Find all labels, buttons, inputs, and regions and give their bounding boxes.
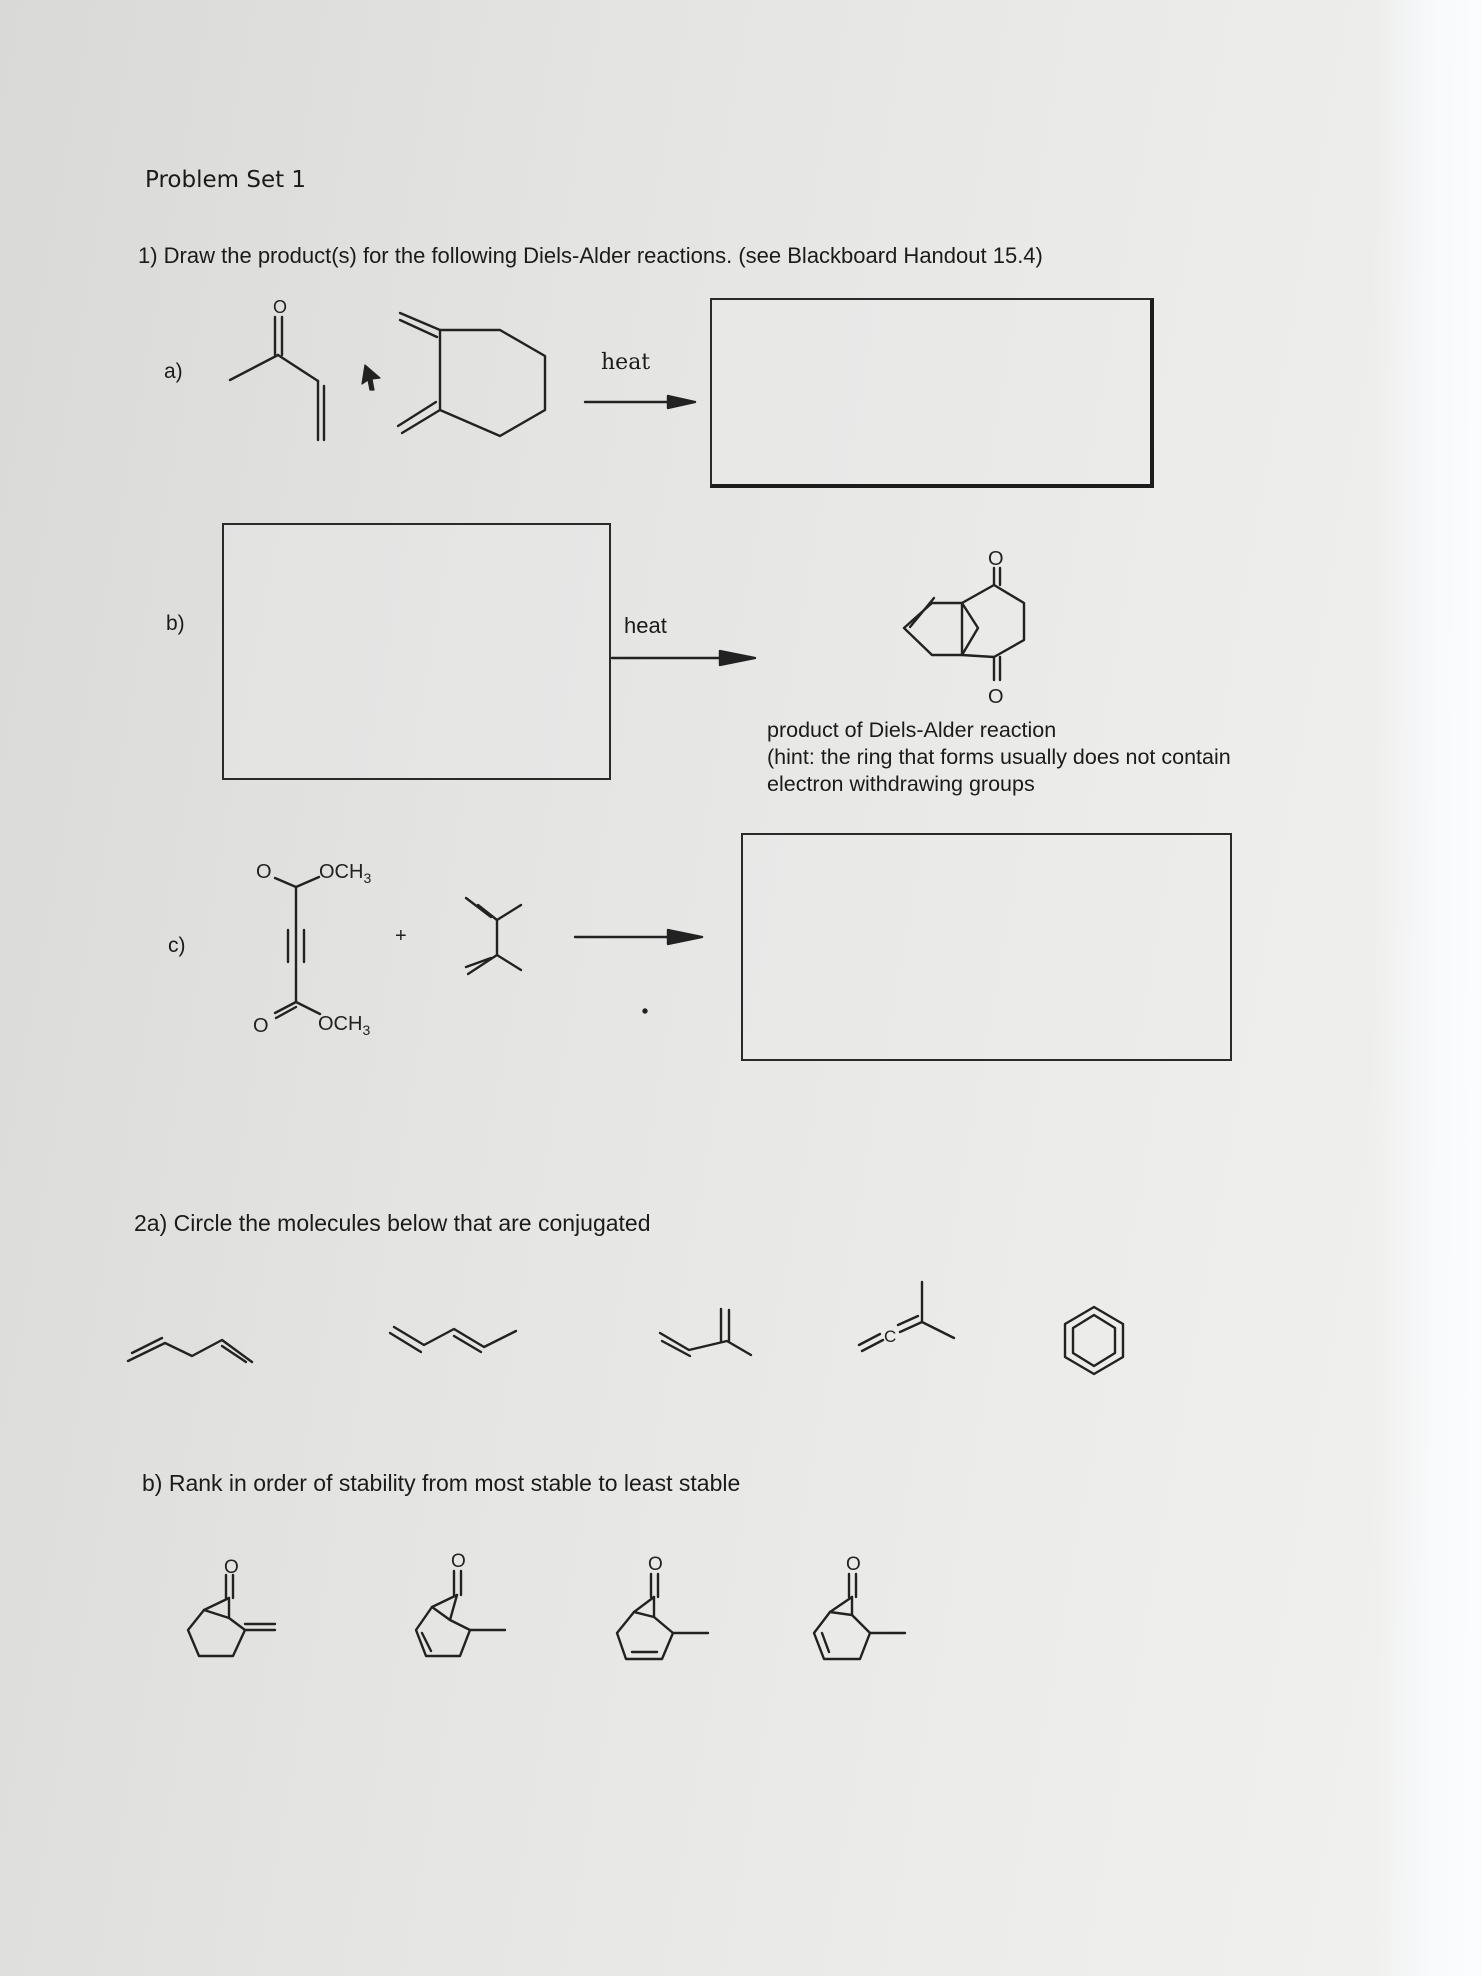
molecule-1-4-hexadiene xyxy=(390,1327,516,1352)
part-c-diene-dimethylbutadiene xyxy=(466,898,521,974)
part-a-arrowhead xyxy=(668,396,695,408)
molecule-benzene xyxy=(1065,1307,1123,1374)
part-b-product-bicyclic-dione xyxy=(904,548,1024,708)
part-c-label: c) xyxy=(168,934,186,957)
ketone-2-cyclopentene xyxy=(416,1551,505,1656)
problem-set-title: Problem Set 1 xyxy=(145,167,307,193)
part-a-oxygen-atom: O xyxy=(273,297,288,317)
ketone-4-oxygen: O xyxy=(846,1554,861,1575)
allene-carbon-label: C xyxy=(884,1327,897,1346)
question-2a-prompt: 2a) Circle the molecules below that are conjugated xyxy=(134,1210,651,1236)
molecule-allene xyxy=(859,1282,954,1351)
part-b-arrowhead xyxy=(720,651,755,665)
part-c-dienophile-diester-alkyne xyxy=(253,861,371,1038)
caption-line-1: product of Diels-Alder reaction xyxy=(767,718,1057,742)
part-b-top-oxygen: O xyxy=(988,548,1004,570)
caption-line-2: (hint: the ring that forms usually does not contain xyxy=(767,745,1231,769)
part-c-top-carbonyl-oxygen: O xyxy=(256,861,272,883)
part-c-top-ester-group: $OCH_3$ xyxy=(319,861,372,886)
stray-dot xyxy=(644,1010,647,1013)
part-c-plus-sign: + xyxy=(395,925,407,947)
part-a-dienophile-methyl-vinyl-ketone xyxy=(230,297,324,440)
part-b-label: b) xyxy=(166,612,185,635)
part-a-heat-label: heat xyxy=(601,350,651,375)
part-c-bottom-carbonyl-oxygen: O xyxy=(253,1015,269,1037)
part-a-label: a) xyxy=(164,360,183,383)
question-2b-prompt: b) Rank in order of stability from most stable to least stable xyxy=(142,1470,741,1496)
part-c-bottom-ester-group: $OCH_3$ xyxy=(318,1013,371,1038)
ketone-1-exocyclic-alkene xyxy=(188,1557,275,1656)
part-b-heat-label: heat xyxy=(624,613,667,638)
ketone-3-cyclopentene xyxy=(617,1554,708,1659)
part-c-arrowhead xyxy=(668,930,702,944)
part-b-bottom-oxygen: O xyxy=(988,686,1004,708)
ketone-4-cyclopentene xyxy=(814,1554,905,1659)
molecule-1-3-pentadiene xyxy=(128,1338,252,1362)
part-a-diene-dimethylenecyclohexane xyxy=(398,313,545,436)
ketone-2-oxygen: O xyxy=(451,1551,466,1572)
ketone-1-oxygen: O xyxy=(224,1557,239,1578)
molecule-isoprene-like-diene xyxy=(660,1309,751,1356)
caption-line-3: electron withdrawing groups xyxy=(767,772,1035,796)
part-a-plus-mark xyxy=(362,365,380,390)
ketone-3-oxygen: O xyxy=(648,1554,663,1575)
question-1-prompt: 1) Draw the product(s) for the following Diels-Alder reactions. (see Blackboard Handout 15.4) xyxy=(138,243,1043,268)
